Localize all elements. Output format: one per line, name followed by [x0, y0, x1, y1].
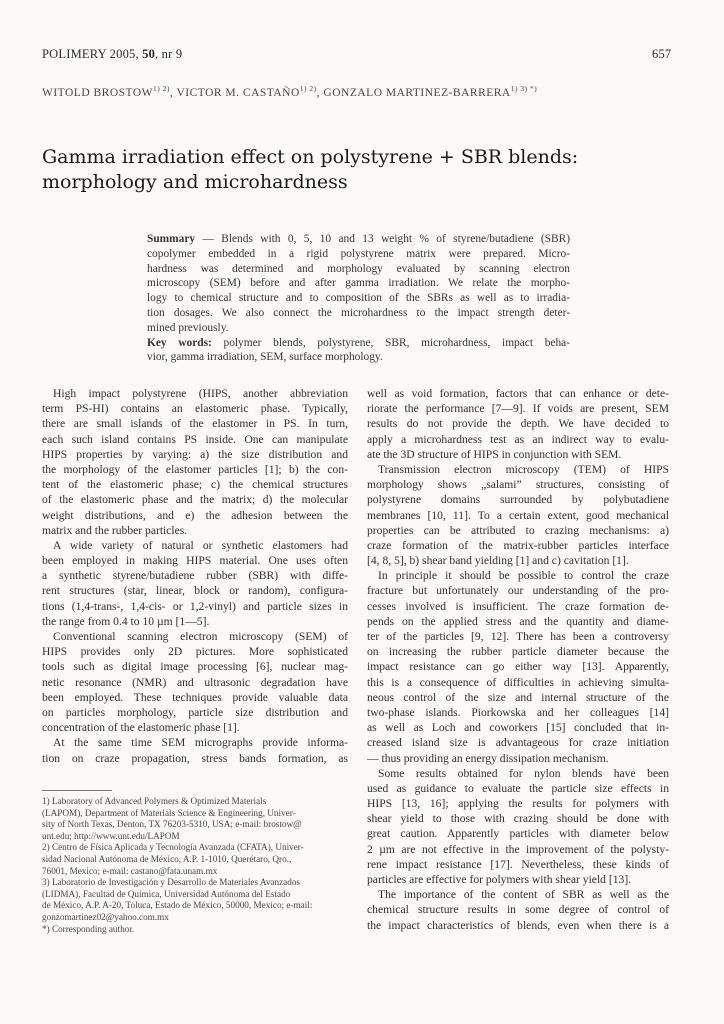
body-line: polystyrene domains surrounded by polybutadiene [367, 493, 669, 507]
footnote-line: sity of North Texas, Denton, TX 76203-5310, USA; e-mail: brostow@ [42, 819, 302, 830]
footnote-line: de México, A.P. A-20, Toluca, Estado de México, 50000, Mexico; e-mail: [42, 900, 313, 911]
title-line: Gamma irradiation effect on polystyrene + SBR blends: [42, 146, 579, 168]
body-line: A wide variety of natural or synthetic elastomers had [53, 538, 348, 552]
body-line: particles are effective for polymers with shear yield [13]. [367, 873, 632, 886]
body-line: term PS-HI) contains an elastomeric phase. Typically, [42, 402, 348, 416]
page-number: 657 [652, 47, 672, 61]
body-line: concentration of the elastomeric phase [1]. [42, 721, 240, 735]
author-name: GONZALO MARTINEZ-BARRERA [323, 86, 511, 99]
issue-number: , nr 9 [155, 47, 183, 61]
body-line: tools such as digital image processing [6], nuclear mag- [42, 660, 348, 674]
body-line: riorate the performance [7—9]. If voids are present, SEM [367, 402, 669, 416]
journal-name: POLIMERY 2005, [42, 47, 143, 61]
abstract-line: Summary — Blends with 0, 5, 10 and 13 weight % of styrene/butadiene (SBR) [147, 233, 570, 245]
body-line: neous control of the size and internal structure of the [367, 690, 669, 704]
abstract [147, 232, 570, 365]
body-line: rent structures (star, linear, block or random), configura- [42, 584, 348, 598]
abstract-line: logy to chemical structure and to composition of the SBRs as well as to irradia- [147, 292, 570, 305]
body-line: great caution. Apparently particles with diameter below [367, 827, 669, 841]
body-line: Some results obtained for nylon blends have been [378, 766, 669, 780]
footnote-line: 1) Laboratory of Advanced Polymers & Optimized Materials [42, 796, 267, 806]
body-line: a synthetic styrene/butadiene rubber (SBR) with diffe- [42, 569, 348, 583]
body-column-right [367, 386, 669, 933]
keywords-line: Key words: polymer blends, polystyrene, SBR, microhardness, impact beha- [147, 336, 570, 349]
abstract-line: hardness was determined and morphology evaluated by scanning electron [147, 262, 570, 275]
body-column-left [42, 386, 348, 766]
keywords-label: Key words: [147, 336, 212, 349]
summary-label: Summary [147, 233, 196, 245]
footnote-divider [42, 790, 112, 791]
body-line: HIPS [13, 16]; applying the results for polymers with [367, 797, 669, 811]
body-line: 2 µm are not effective in the improvement of the polysty- [367, 842, 669, 856]
body-line: the morphology of the elastomer particles [1]; b) the con- [42, 462, 348, 476]
body-line: The importance of the content of SBR as well as the [378, 888, 669, 902]
body-line: In principle it should be possible to control the craze [378, 569, 669, 583]
body-line: well as void formation, factors that can enhance or dete- [367, 387, 669, 400]
abstract-line: tion dosages. We also connect the microhardness to the impact strength deter- [147, 306, 570, 319]
footnote-line: 3) Laboratorio de Investigación y Desarrollo de Materiales Avanzados [42, 877, 301, 888]
body-line: on increasing the rubber particle diameter because the [367, 645, 669, 659]
author-affiliation: 1) 3) *) [510, 84, 538, 93]
body-line: tent of the elastomeric phase; c) the chemical structures [42, 478, 348, 492]
footnote-line: gonzomartinez02@yahoo.com.mx [42, 911, 169, 922]
body-line: used as guidance to evaluate the particle size effects in [367, 781, 669, 795]
body-line: chemical structure results in some degree of control of [367, 903, 669, 917]
body-line: tions (1,4-trans-, 1,4-cis- or 1,2-vinyl) and particle sizes in [42, 599, 348, 613]
body-line: properties can be attributed to crazing mechanisms: a) [367, 523, 669, 537]
footnote-line: 76001, Mexico; e-mail: castano@fata.unam.mx [42, 865, 218, 876]
body-line: HIPS properties by varying: a) the size distribution and [42, 447, 348, 461]
body-line: fracture but unfortunately our understanding of the pro- [367, 584, 669, 598]
body-line: — thus providing an energy dissipation mechanism. [367, 751, 609, 765]
body-line: morphology shows „salami” structures, consisting of [367, 478, 669, 492]
author-list: WITOLD $BROSTOW^{1) 2)}$, VICTOR M. $CASTAÑO^{1) 2)}$, GONZALO MARTINEZ-$BARRERA^{1) 3) *)}$ [42, 84, 538, 99]
article-title [42, 145, 642, 195]
footnote-line: 2) Centro de Física Aplicada y Tecnología Avanzada (CFATA), Univer- [42, 842, 304, 853]
abstract-line: copolymer embedded in a rigid polystyrene matrix were prepared. Micro- [147, 247, 570, 260]
body-line: results do not provide the depth. We have decided to [367, 417, 669, 431]
footnote-line: unt.edu; http://www.unt.edu/LAPOM [42, 830, 180, 841]
title-line: morphology and microhardness [42, 171, 348, 193]
body-line: been employed. These techniques provide valuable data [42, 690, 348, 704]
body-line: of the elastomeric phase and the matrix; d) the molecular [42, 493, 348, 507]
body-line: been employed in making HIPS material. One uses often [42, 554, 348, 568]
abstract-line: microscopy (SEM) before and after gamma irradiation. We relate the morpho- [147, 277, 570, 290]
abstract-line: mined previously. [147, 321, 229, 334]
keywords-line: vior, gamma irradiation, SEM, surface morphology. [147, 351, 383, 364]
body-line: the range from 0.4 to 10 µm [1—5]. [42, 614, 210, 628]
body-line: there are small islands of the elastomer in PS. In turn, [42, 417, 348, 431]
body-line: Conventional scanning electron microscopy (SEM) of [53, 630, 348, 643]
author-affiliation: 1) 2) [153, 84, 170, 93]
author-affiliation: 1) 2) [299, 84, 317, 93]
body-line: rene impact resistance [17]. Nevertheless, these kinds of [367, 857, 669, 871]
footnotes [42, 796, 348, 935]
body-line: this is a consequence of difficulties in achieving simulta- [367, 675, 669, 689]
body-line: HIPS provides only 2D pictures. More sophisticated [42, 645, 348, 659]
body-line: matrix and the rubber particles. [42, 523, 188, 537]
body-line: ate the 3D structure of HIPS in conjunction with SEM. [367, 447, 622, 461]
footnote-line: *) Corresponding author. [42, 923, 135, 934]
body-line: At the same time SEM micrographs provide informa- [53, 736, 348, 750]
body-line: each such island contains PS inside. One can manipulate [42, 432, 348, 446]
body-line: Transmission electron microscopy (TEM) of HIPS [378, 462, 669, 476]
body-line: creased island size is advantageous for craze initiation [367, 736, 669, 750]
running-header-journal [42, 47, 182, 62]
body-line: [4, 8, 5], b) shear band yielding [1] and c) cavitation [1]. [367, 554, 629, 568]
body-line: membranes [10, 11]. To a certain extent, good mechanical [367, 508, 669, 522]
body-line: two-phase islands. Piorkowska and her colleagues [14] [367, 705, 669, 719]
footnote-line: (LIDMA), Facultad de Química, Universidad Autónoma del Estado [42, 888, 291, 899]
body-line: apply a microhardness test as an indirect way to evalu- [367, 432, 669, 446]
body-line: shear yield to those with crazing should be done with [367, 812, 669, 826]
body-line: craze formation of the matrix-rubber particles interface [367, 538, 669, 552]
body-line: impact resistance can go either way [13]. Apparently, [367, 660, 669, 674]
body-line: on particles morphology, particle size distribution and [42, 705, 348, 719]
author-name: WITOLD BROSTOW [42, 86, 154, 99]
body-line: cesses involved is insufficient. The craze formation de- [367, 599, 669, 613]
footnote-line: sidad Nacional Autónoma de México, A.P. 1-1010, Querétaro, Qro., [42, 853, 292, 864]
body-line: the impact characteristics of blends, even when there is a [367, 918, 669, 932]
body-line: as well as Loch and coworkers [15] concluded that in- [367, 721, 669, 735]
author-name: VICTOR M. CASTAÑO [176, 86, 300, 99]
body-line: ter of the particles [9, 12]. There has been a controversy [367, 630, 669, 643]
body-line: netic resonance (NMR) and ultrasonic degradation have [42, 675, 348, 689]
body-line: pends on the applied stress and the quantity and diame- [367, 614, 669, 628]
body-line: tion on craze propagation, stress bands formation, as [42, 751, 348, 765]
body-line: weight distributions, and e) the adhesion between the [42, 508, 348, 522]
footnote-line: (LAPOM), Department of Materials Science & Engineering, Univer- [42, 807, 296, 818]
body-line: High impact polystyrene (HIPS, another abbreviation [53, 387, 348, 400]
volume-number: 50 [142, 47, 156, 61]
